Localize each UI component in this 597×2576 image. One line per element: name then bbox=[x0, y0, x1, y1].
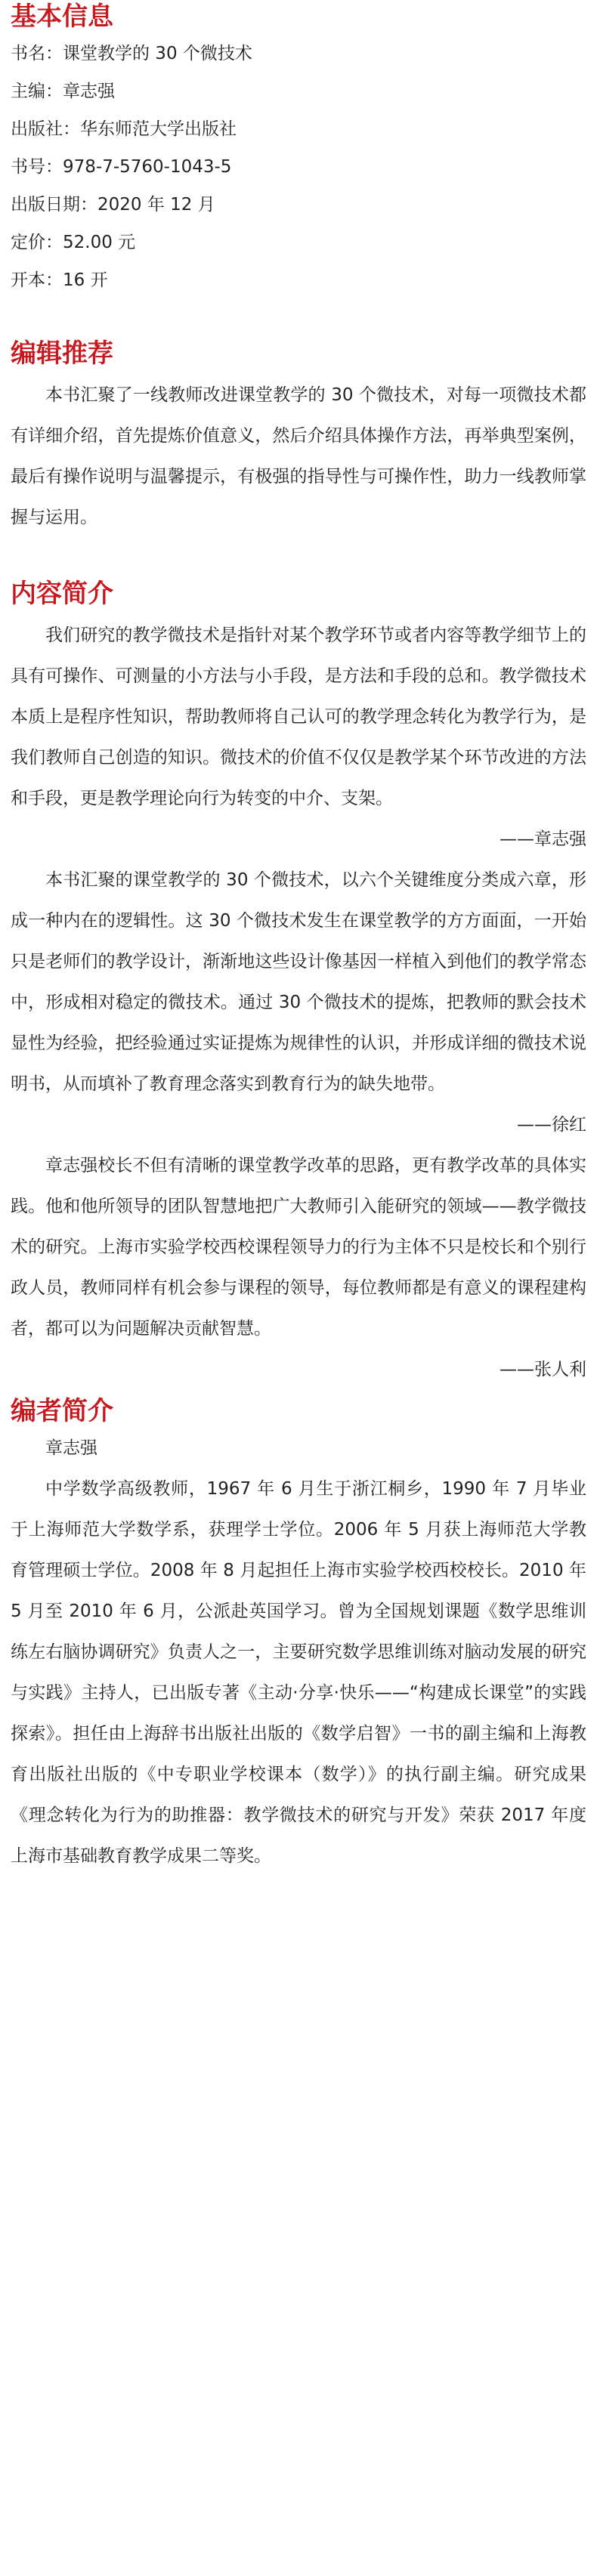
content-intro-paragraph: 我们研究的教学微技术是指针对某个教学环节或者内容等教学细节上的具有可操作、可测量的小方法与小手段，是方法和手段的总和。教学微技术本质上是程序性知识，帮助教师将自己认可的教学理念转化为教学行为，是我们教师自己创造的知识。微技术的价值不仅仅是教学某个环节改进的方法和手段，更是教学理论向行为转变的中介、支架。 bbox=[11, 625, 586, 808]
basic-info-list bbox=[11, 41, 586, 293]
editor-recommend-heading: 编辑推荐 bbox=[11, 338, 113, 369]
author-name: 章志强 bbox=[45, 1438, 97, 1458]
info-format: 开本：16 开 bbox=[11, 270, 108, 290]
content-intro-signature: ——章志强 bbox=[500, 829, 586, 849]
basic-info-heading: 基本信息 bbox=[11, 2, 113, 32]
content-intro-signature: ——徐红 bbox=[517, 1115, 586, 1135]
info-book-title: 书名：课堂教学的 30 个微技术 bbox=[11, 44, 252, 63]
info-price: 定价：52.00 元 bbox=[11, 233, 136, 252]
info-publisher: 出版社：华东师范大学出版社 bbox=[11, 119, 237, 139]
info-pub-date: 出版日期：2020 年 12 月 bbox=[11, 195, 215, 215]
info-isbn: 书号：978-7-5760-1043-5 bbox=[11, 157, 232, 177]
content-intro-paragraph: 章志强校长不但有清晰的课堂教学改革的思路，更有教学改革的具体实践。他和他所领导的团队智慧地把广大教师引入能研究的领域——教学微技术的研究。上海市实验学校西校课程领导力的行为主体不只是校长和个别行政人员，教师同样有机会参与课程的领导，每位教师都是有意义的课程建构者，都可以为问题解决贡献智慧。 bbox=[11, 1156, 586, 1339]
content-intro-paragraph: 本书汇聚的课堂教学的 30 个微技术，以六个关键维度分类成六章，形成一种内在的逻辑性。这 30 个微技术发生在课堂教学的方方面面，一开始只是老师们的教学设计，渐渐地这些设计像基因一样植入到他们的教学常态中，形成相对稳定的微技术。通过 30 个微技术的提炼，把教师的默会技术显性为经验，把经验通过实证提炼为规律性的认识，并形成详细的微技术说明书，从而填补了教育理念落实到教育行为的缺失地带。 bbox=[11, 870, 586, 1094]
content-intro-heading: 内容简介 bbox=[11, 579, 113, 609]
author-intro-heading: 编者简介 bbox=[11, 1396, 113, 1426]
info-editor: 主编：章志强 bbox=[11, 82, 115, 101]
author-intro-text: 中学数学高级教师，1967 年 6 月生于浙江桐乡，1990 年 7 月毕业于上海师范大学数学系，获理学士学位。2006 年 5 月获上海师范大学教育管理硕士学位。2008 年 8 月起担任上海市实验学校西校校长。2010 年 5 月至 2010 年 6 月，公派赴英国学习。曾为全国规划课题《数学思维训练左右脑协调研究》负责人之一，主要研究数学思维训练对脑动发展的研究与实践》主持人，已出版专著《主动·分享·快乐——“构建成长课堂”的实践探索》。担任由上海辞书出版社出版的《数学启智》一书的副主编和上海教育出版社出版的《中专职业学校课本（数学）》的执行副主编。研究成果《理念转化为行为的助推器：教学微技术的研究与开发》荣获 2017 年度上海市基础教育教学成果二等奖。 bbox=[11, 1479, 586, 1866]
editor-recommend-text: 本书汇聚了一线教师改进课堂教学的 30 个微技术，对每一项微技术都有详细介绍，首先提炼价值意义，然后介绍具体操作方法，再举典型案例，最后有操作说明与温馨提示，有极强的指导性与可操作性，助力一线教师掌握与运用。 bbox=[11, 385, 586, 527]
content-intro-signature: ——张人利 bbox=[500, 1360, 586, 1379]
